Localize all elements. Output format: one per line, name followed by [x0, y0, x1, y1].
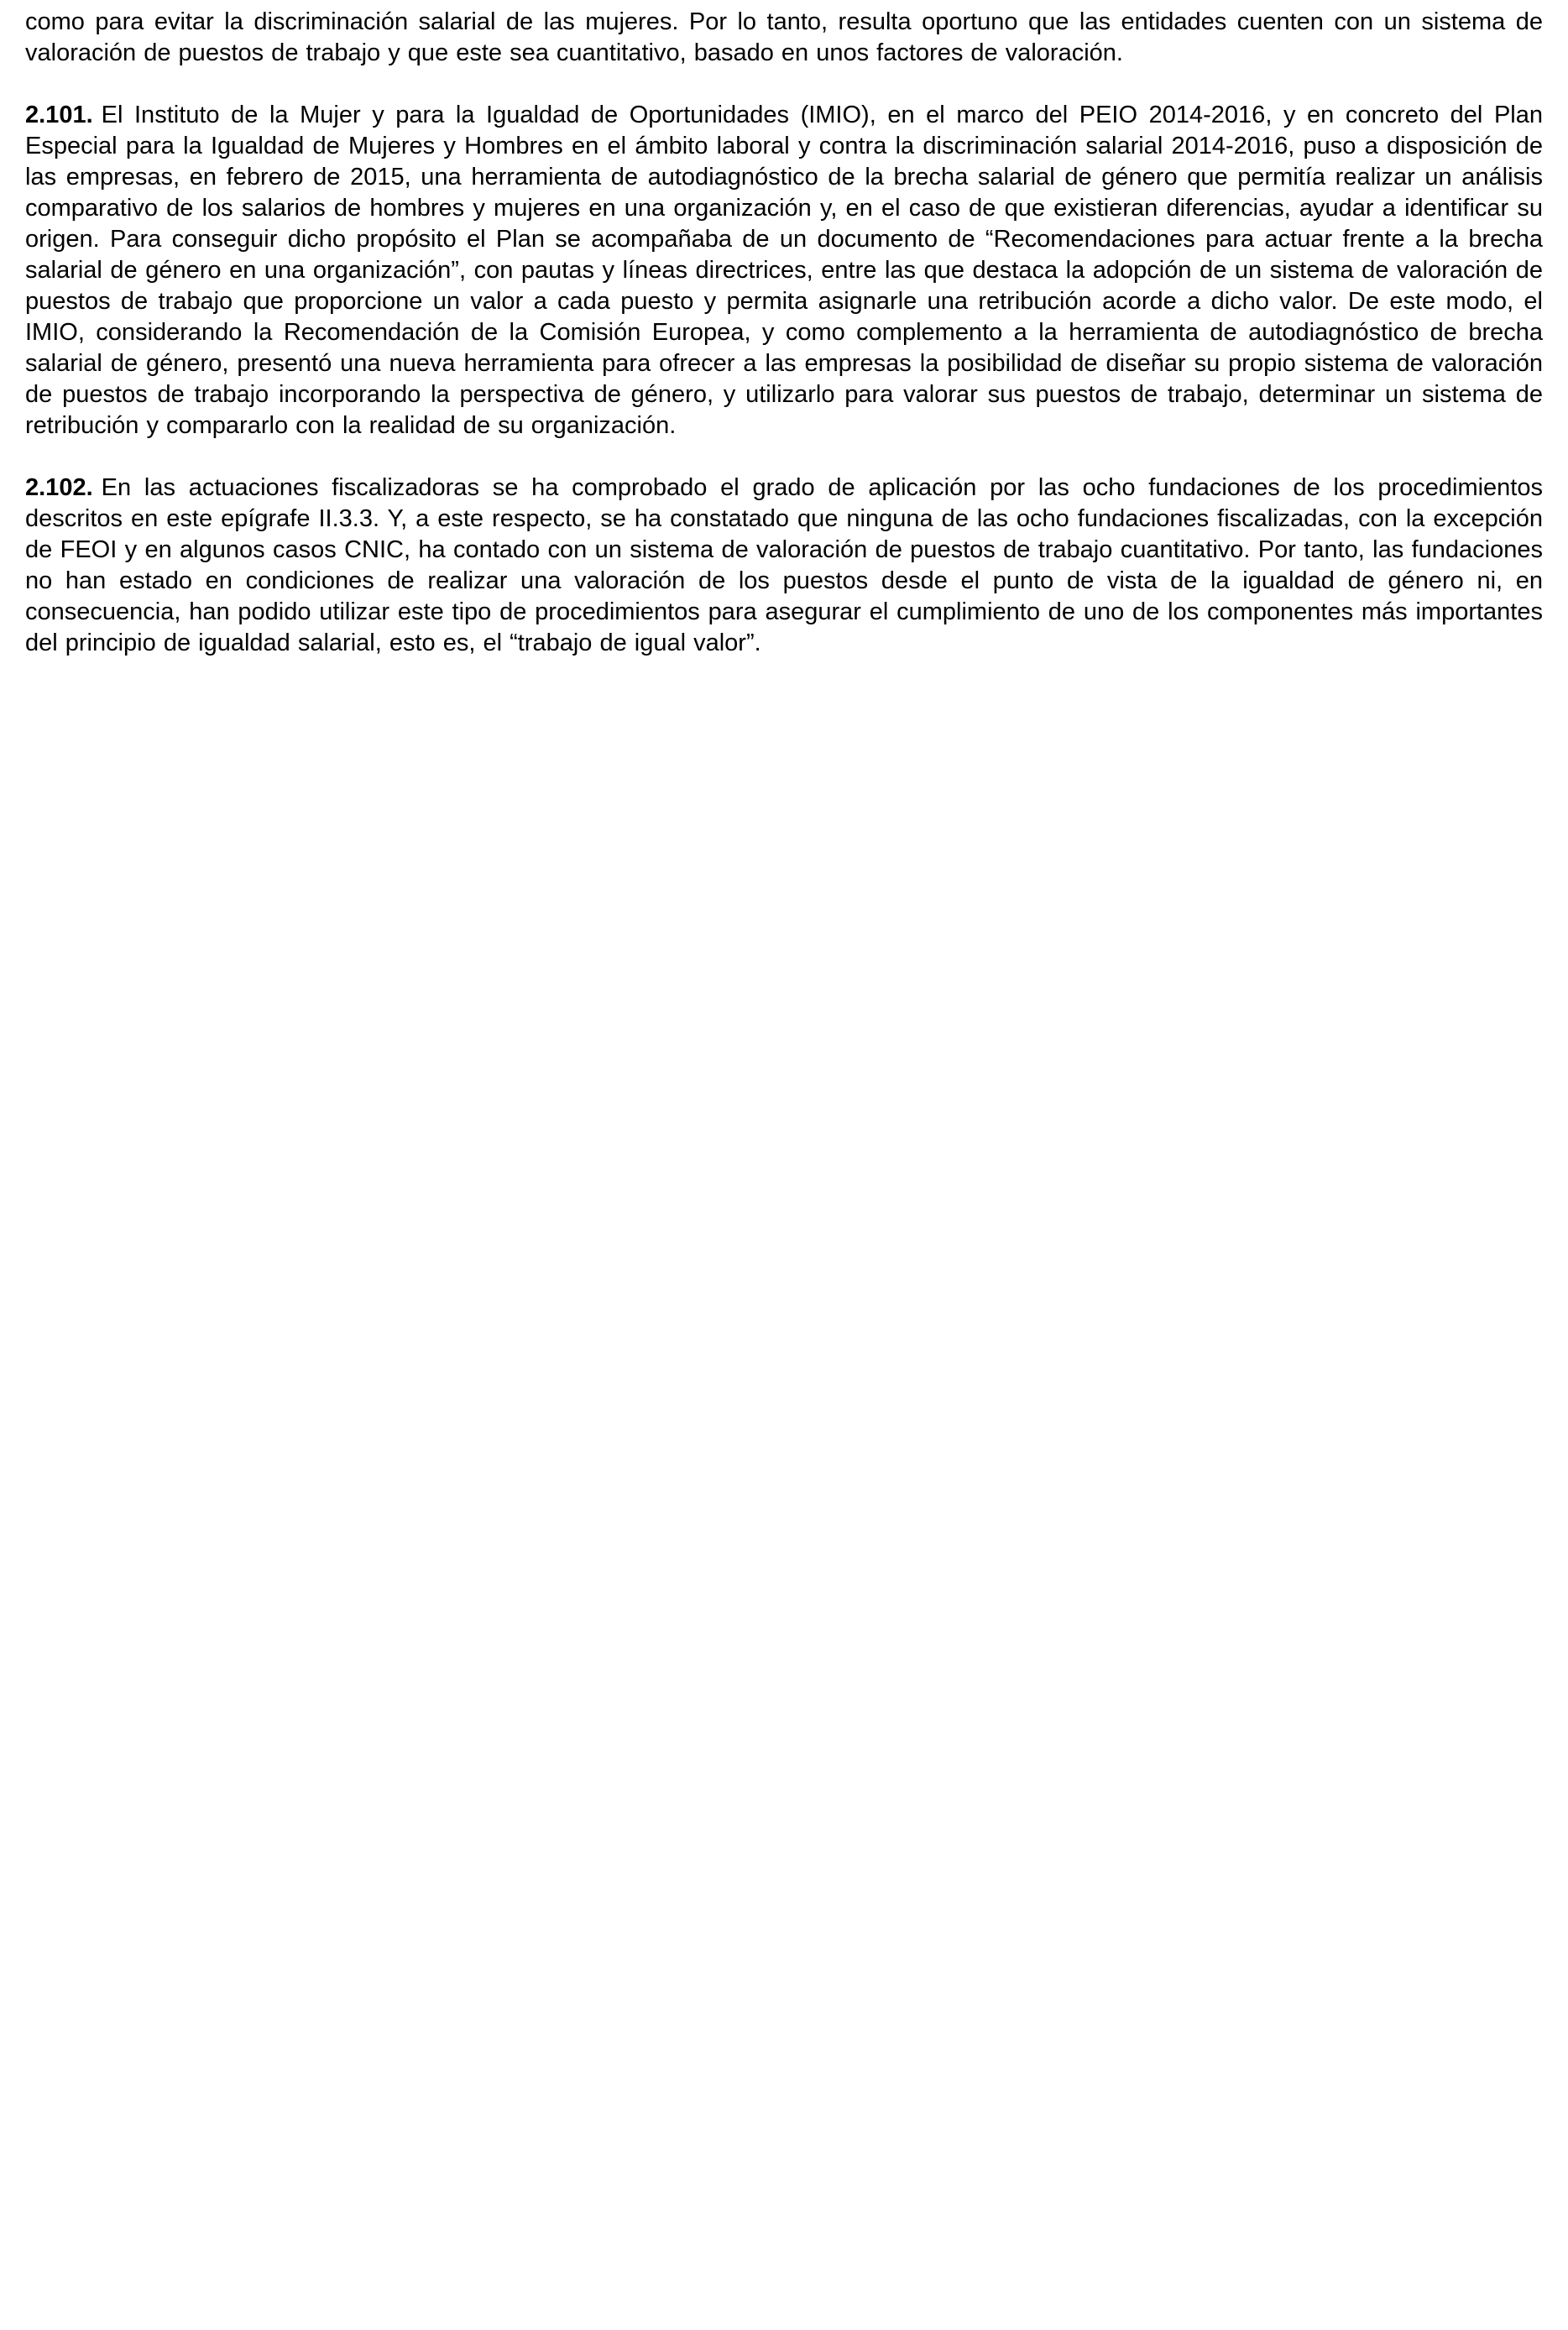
paragraph-text: como para evitar la discriminación salarial de las mujeres. Por lo tanto, resulta oportuno que las entidades cuenten con un sistema de valoración de puestos de trabajo y que este sea cuantitativo, basado en unos factores de valoración. — [25, 8, 1543, 66]
paragraph-2-102 — [25, 473, 1543, 659]
paragraph-number: 2.102. — [25, 474, 93, 501]
paragraph-text: El Instituto de la Mujer y para la Igualdad de Oportunidades (IMIO), en el marco del PEIO 2014-2016, y en concreto del Plan Especial para la Igualdad de Mujeres y Hombres en el ámbito laboral y contra la discriminación salarial 2014-2016, puso a disposición de las empresas, en febrero de 2015, una herramienta de autodiagnóstico de la brecha salarial de género que permitía realizar un análisis comparativo de los salarios de hombres y mujeres en una organización y, en el caso de que existieran diferencias, ayudar a identificar su origen. Para conseguir dicho propósito el Plan se acompañaba de un documento de “Recomendaciones para actuar frente a la brecha salarial de género en una organización”, con pautas y líneas directrices, entre las que destaca la adopción de un sistema de valoración de puestos de trabajo que proporcione un valor a cada puesto y permita asignarle una retribución acorde a dicho valor. De este modo, el IMIO, considerando la Recomendación de la Comisión Europea, y como complemento a la herramienta de autodiagnóstico de brecha salarial de género, presentó una nueva herramienta para ofrecer a las empresas la posibilidad de diseñar su propio sistema de valoración de puestos de trabajo incorporando la perspectiva de género, y utilizarlo para valorar sus puestos de trabajo, determinar un sistema de retribución y compararlo con la realidad de su organización. — [25, 102, 1543, 439]
paragraph-text: En las actuaciones fiscalizadoras se ha comprobado el grado de aplicación por las ocho fundaciones de los procedimientos descritos en este epígrafe II.3.3. Y, a este respecto, se ha constatado que ninguna de las ocho fundaciones fiscalizadas, con la excepción de FEOI y en algunos casos CNIC, ha contado con un sistema de valoración de puestos de trabajo cuantitativo. Por tanto, las fundaciones no han estado en condiciones de realizar una valoración de los puestos desde el punto de vista de la igualdad de género ni, en consecuencia, han podido utilizar este tipo de procedimientos para asegurar el cumplimiento de uno de los componentes más importantes del principio de igualdad salarial, esto es, el “trabajo de igual valor”. — [25, 474, 1543, 656]
paragraph-continuation — [25, 7, 1543, 69]
paragraph-number: 2.101. — [25, 102, 93, 128]
paragraph-2-101 — [25, 100, 1543, 441]
